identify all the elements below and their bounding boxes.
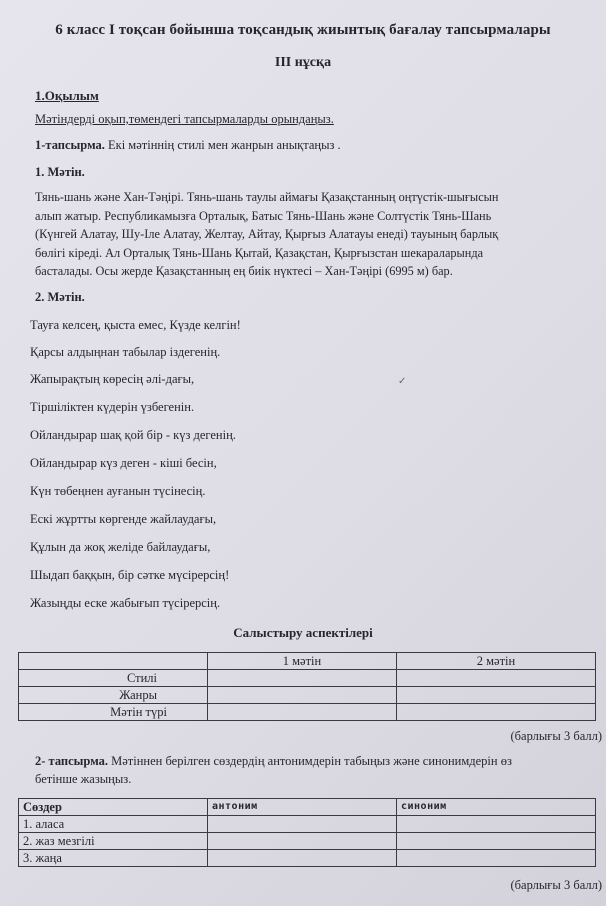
text1-line: алып жатыр. Республикамызға Орталық, Батыс Тянь-Шань және Солтүстік Тянь-Шань: [35, 208, 492, 223]
column-header-text1: 1 мәтін: [208, 653, 397, 670]
poem-line: Жазыңды еске жабығып түсірерсің.: [30, 596, 221, 610]
answer-cell[interactable]: [397, 670, 596, 687]
table-row: [19, 653, 596, 670]
poem-line: Ойландырар шақ қой бір - күз дегенің.: [30, 428, 236, 442]
score-note: (барлығы 3 балл): [510, 729, 602, 743]
page-title: 6 класс I тоқсан бойынша тоқсандық жиынтық бағалау тапсырмалары: [55, 22, 551, 38]
row-label: Стилі: [19, 670, 208, 687]
task1-text: Екі мәтіннің стилі мен жанрын анықтаңыз .: [104, 138, 341, 152]
task2-text: Мәтіннен берілген сөздердің антонимдерін табыңыз және синонимдерін өз: [108, 754, 512, 768]
text1-heading: 1. Мәтін.: [35, 165, 85, 179]
table-row: [19, 850, 596, 867]
score-note: (барлығы 3 балл): [510, 878, 602, 892]
comparison-caption: Салыстыру аспектілері: [233, 625, 373, 640]
table-row: [19, 670, 596, 687]
text1-line: басталады. Осы жерде Қазақстанның ең биік нүктесі – Хан-Тәңірі (6995 м) бар.: [35, 264, 453, 278]
word-cell: 2. жаз мезгілі: [19, 833, 208, 850]
section-heading: 1.Оқылым: [35, 88, 99, 103]
task1-prompt: [35, 138, 341, 153]
text1-paragraph: [35, 188, 595, 281]
table-row: [19, 799, 596, 816]
answer-cell[interactable]: [208, 687, 397, 704]
word-cell: 1. аласа: [19, 816, 208, 833]
row-label: Мәтін түрі: [19, 704, 208, 721]
poem-line: Күн төбеңнен ауғанын түсінесің.: [30, 484, 206, 498]
table-cell: [19, 653, 208, 670]
pen-mark-icon: ✓: [398, 376, 407, 387]
text1-line: бөлігі кіреді. Ал Орталық Тянь-Шань Қытай, Қазақстан, Қырғызстан шекараларында: [35, 245, 484, 260]
task2-prompt-line2: бетінше жазыңыз.: [35, 772, 132, 786]
column-header-words: Сөздер: [19, 799, 208, 816]
comparison-table: [18, 652, 596, 721]
word-cell: 3. жаңа: [19, 850, 208, 867]
instruction-text: Мәтіндерді оқып,төмендегі тапсырмаларды орындаңыз.: [35, 112, 334, 126]
text2-heading: 2. Мәтін.: [35, 290, 85, 304]
task1-label: 1-тапсырма.: [35, 138, 105, 152]
answer-cell[interactable]: [397, 704, 596, 721]
poem-line: Тіршіліктен күдерін үзбегенін.: [30, 400, 195, 414]
vocabulary-table: [18, 798, 596, 867]
answer-cell[interactable]: [208, 816, 397, 833]
variant-label: ІІІ нұсқа: [274, 55, 332, 70]
answer-cell[interactable]: [397, 687, 596, 704]
table-row: [19, 687, 596, 704]
answer-cell[interactable]: [397, 833, 596, 850]
table-row: [19, 816, 596, 833]
answer-cell[interactable]: [397, 816, 596, 833]
poem-line: Ескі жұртты көргенде жайлаудағы,: [30, 512, 217, 526]
column-header-antonym: антоним: [208, 799, 397, 816]
row-label: Жанры: [19, 687, 208, 704]
column-header-text2: 2 мәтін: [397, 653, 596, 670]
poem-line: Тауға келсең, қыста емес, Күзде келгін!: [30, 318, 241, 332]
task2-label: 2- тапсырма.: [35, 754, 108, 768]
table-row: [19, 704, 596, 721]
answer-cell[interactable]: [208, 670, 397, 687]
poem-line: Құлын да жоқ желіде байлаудағы,: [30, 540, 211, 554]
text1-line: (Күнгей Алатау, Шу-Іле Алатау, Желтау, Айтау, Қырғыз Алатауы енеді) тауының барлық: [35, 227, 499, 241]
task2-prompt: [35, 754, 512, 769]
answer-cell[interactable]: [208, 850, 397, 867]
poem-line: Шыдап баққын, бір сәтке мүсірерсің!: [30, 568, 230, 582]
column-header-synonym: синоним: [397, 799, 596, 816]
answer-cell[interactable]: [208, 704, 397, 721]
poem-line: Қарсы алдыңнан табылар іздегенің.: [30, 345, 221, 359]
answer-cell[interactable]: [397, 850, 596, 867]
table-row: [19, 833, 596, 850]
poem-line: Ойландырар күз деген - кіші бесін,: [30, 456, 217, 470]
answer-cell[interactable]: [208, 833, 397, 850]
poem-line: Жапырақтың көресің әлі-дағы,: [30, 372, 195, 386]
text1-line: Тянь-шань және Хан-Тәңірі. Тянь-шань таулы аймағы Қазақстанның оңтүстік-шығысын: [35, 190, 499, 204]
